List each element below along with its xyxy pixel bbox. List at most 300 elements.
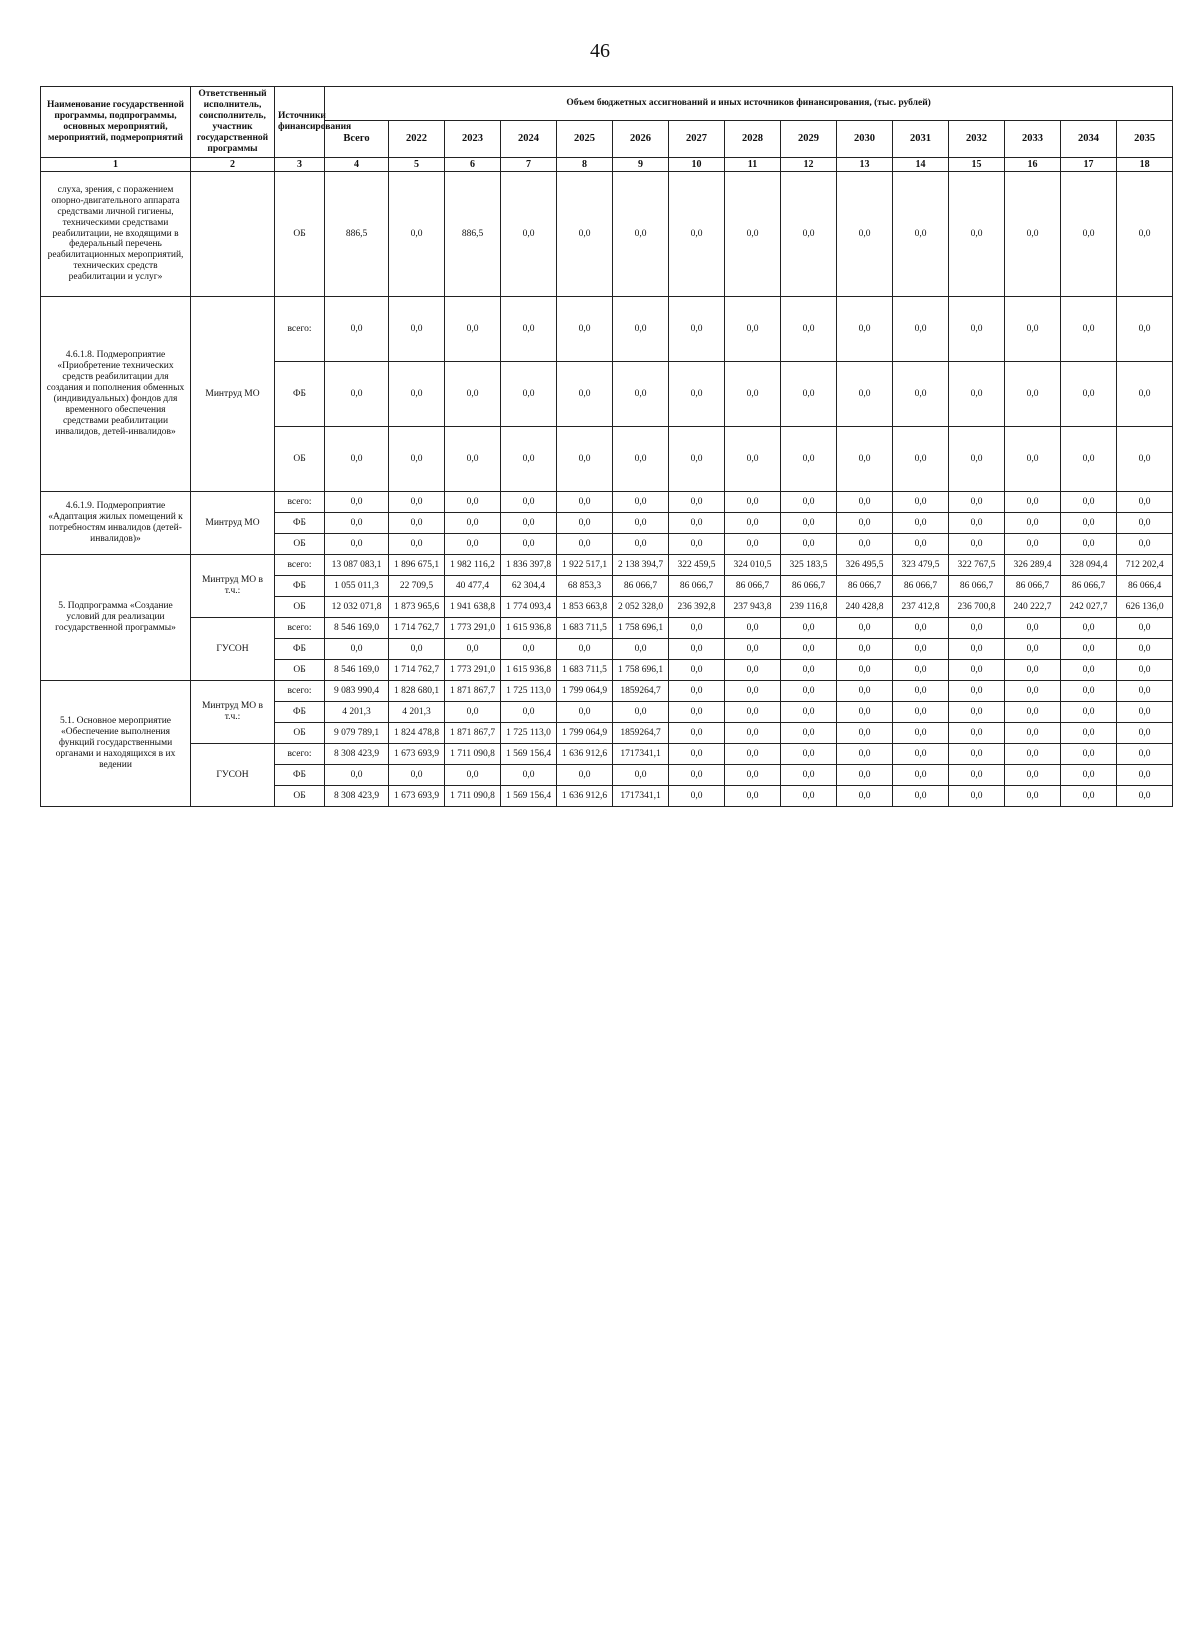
amount-cell: 0,0 xyxy=(1117,744,1173,765)
amount-cell: 0,0 xyxy=(781,681,837,702)
amount-cell: 0,0 xyxy=(949,492,1005,513)
amount-cell: 0,0 xyxy=(669,172,725,297)
amount-cell: 0,0 xyxy=(893,702,949,723)
amount-cell: 0,0 xyxy=(669,744,725,765)
column-number: 14 xyxy=(893,157,949,172)
funding-source: ОБ xyxy=(275,534,325,555)
amount-cell: 9 083 990,4 xyxy=(325,681,389,702)
amount-cell: 0,0 xyxy=(949,681,1005,702)
year-header: 2033 xyxy=(1005,121,1061,158)
amount-cell: 1 615 936,8 xyxy=(501,660,557,681)
amount-cell: 0,0 xyxy=(557,297,613,362)
amount-cell: 0,0 xyxy=(669,427,725,492)
amount-cell: 0,0 xyxy=(557,172,613,297)
amount-cell: 0,0 xyxy=(949,765,1005,786)
amount-cell: 86 066,7 xyxy=(837,576,893,597)
amount-cell: 0,0 xyxy=(837,427,893,492)
amount-cell: 86 066,7 xyxy=(1061,576,1117,597)
responsible-executor: Минтруд МО в т.ч.: xyxy=(191,681,275,744)
amount-cell: 0,0 xyxy=(725,362,781,427)
responsible-executor: Минтруд МО xyxy=(191,492,275,555)
amount-cell: 0,0 xyxy=(725,534,781,555)
amount-cell: 8 546 169,0 xyxy=(325,618,389,639)
amount-cell: 0,0 xyxy=(1061,618,1117,639)
program-name: 5.1. Основное мероприятие «Обеспечение выполнения функций государственными органами и находящихся в их ведении xyxy=(41,681,191,807)
amount-cell: 0,0 xyxy=(1117,786,1173,807)
amount-cell: 0,0 xyxy=(1117,681,1173,702)
amount-cell: 1 673 693,9 xyxy=(389,786,445,807)
amount-cell: 0,0 xyxy=(389,765,445,786)
amount-cell: 0,0 xyxy=(501,639,557,660)
amount-cell: 0,0 xyxy=(1005,427,1061,492)
amount-cell: 0,0 xyxy=(613,639,669,660)
amount-cell: 0,0 xyxy=(893,618,949,639)
amount-cell: 0,0 xyxy=(893,492,949,513)
funding-source: всего: xyxy=(275,555,325,576)
table-row xyxy=(41,681,1173,702)
amount-cell: 0,0 xyxy=(725,723,781,744)
page-number: 46 xyxy=(590,40,610,62)
amount-cell: 1 873 965,6 xyxy=(389,597,445,618)
column-number: 6 xyxy=(445,157,501,172)
amount-cell: 1 711 090,8 xyxy=(445,786,501,807)
amount-cell: 0,0 xyxy=(1061,362,1117,427)
amount-cell: 0,0 xyxy=(445,362,501,427)
amount-cell: 0,0 xyxy=(669,639,725,660)
amount-cell: 0,0 xyxy=(501,765,557,786)
amount-cell: 0,0 xyxy=(725,513,781,534)
amount-cell: 13 087 083,1 xyxy=(325,555,389,576)
amount-cell: 712 202,4 xyxy=(1117,555,1173,576)
amount-cell: 1 569 156,4 xyxy=(501,744,557,765)
amount-cell: 0,0 xyxy=(557,534,613,555)
amount-cell: 0,0 xyxy=(893,362,949,427)
amount-cell: 0,0 xyxy=(557,765,613,786)
amount-cell: 0,0 xyxy=(1117,660,1173,681)
amount-cell: 0,0 xyxy=(669,723,725,744)
amount-cell: 2 138 394,7 xyxy=(613,555,669,576)
amount-cell: 1859264,7 xyxy=(613,681,669,702)
amount-cell: 1 683 711,5 xyxy=(557,660,613,681)
amount-cell: 1 758 696,1 xyxy=(613,618,669,639)
amount-cell: 0,0 xyxy=(1005,492,1061,513)
amount-cell: 1 758 696,1 xyxy=(613,660,669,681)
year-header: 2027 xyxy=(669,121,725,158)
funding-source: всего: xyxy=(275,297,325,362)
responsible-executor: Минтруд МО в т.ч.: xyxy=(191,555,275,618)
funding-source: ОБ xyxy=(275,660,325,681)
amount-cell: 0,0 xyxy=(389,427,445,492)
amount-cell: 1 836 397,8 xyxy=(501,555,557,576)
amount-cell: 1 773 291,0 xyxy=(445,618,501,639)
amount-cell: 0,0 xyxy=(613,534,669,555)
amount-cell: 0,0 xyxy=(893,534,949,555)
amount-cell: 1 055 011,3 xyxy=(325,576,389,597)
header-responsible: Ответственный исполнитель, соисполнитель, участник государственной программы xyxy=(191,87,275,158)
amount-cell: 4 201,3 xyxy=(325,702,389,723)
amount-cell: 0,0 xyxy=(669,786,725,807)
column-number: 4 xyxy=(325,157,389,172)
funding-source: ФБ xyxy=(275,362,325,427)
column-number: 11 xyxy=(725,157,781,172)
funding-source: ОБ xyxy=(275,427,325,492)
funding-source: всего: xyxy=(275,492,325,513)
amount-cell: 0,0 xyxy=(389,172,445,297)
year-header: 2030 xyxy=(837,121,893,158)
amount-cell: 0,0 xyxy=(837,534,893,555)
amount-cell: 0,0 xyxy=(837,618,893,639)
amount-cell: 0,0 xyxy=(725,297,781,362)
amount-cell: 86 066,7 xyxy=(893,576,949,597)
amount-cell: 1 871 867,7 xyxy=(445,681,501,702)
program-name: слуха, зрения, с поражением опорно-двигательного аппарата средствами личной гигиены, техническими средствами реабилитации, не входящими в федеральный перечень реабилитационных мероприятий, технических средств реабилитации и услуг» xyxy=(41,172,191,297)
amount-cell: 1 799 064,9 xyxy=(557,681,613,702)
amount-cell: 1 725 113,0 xyxy=(501,681,557,702)
amount-cell: 0,0 xyxy=(669,534,725,555)
amount-cell: 0,0 xyxy=(893,660,949,681)
amount-cell: 0,0 xyxy=(781,639,837,660)
column-number: 18 xyxy=(1117,157,1173,172)
year-header: 2034 xyxy=(1061,121,1117,158)
amount-cell: 0,0 xyxy=(893,513,949,534)
amount-cell: 0,0 xyxy=(613,513,669,534)
amount-cell: 0,0 xyxy=(1117,534,1173,555)
amount-cell: 0,0 xyxy=(1061,681,1117,702)
amount-cell: 0,0 xyxy=(669,362,725,427)
amount-cell: 0,0 xyxy=(389,639,445,660)
amount-cell: 0,0 xyxy=(1005,362,1061,427)
amount-cell: 0,0 xyxy=(389,297,445,362)
amount-cell: 0,0 xyxy=(781,786,837,807)
amount-cell: 0,0 xyxy=(325,765,389,786)
table-row xyxy=(41,555,1173,576)
amount-cell: 0,0 xyxy=(1117,492,1173,513)
column-number: 17 xyxy=(1061,157,1117,172)
amount-cell: 0,0 xyxy=(781,765,837,786)
amount-cell: 86 066,7 xyxy=(949,576,1005,597)
amount-cell: 239 116,8 xyxy=(781,597,837,618)
year-header: Всего xyxy=(325,121,389,158)
amount-cell: 0,0 xyxy=(837,639,893,660)
amount-cell: 1 714 762,7 xyxy=(389,660,445,681)
amount-cell: 0,0 xyxy=(781,362,837,427)
amount-cell: 0,0 xyxy=(445,639,501,660)
amount-cell: 0,0 xyxy=(557,492,613,513)
column-number: 10 xyxy=(669,157,725,172)
amount-cell: 0,0 xyxy=(445,765,501,786)
financing-table xyxy=(40,86,1173,807)
table-row xyxy=(41,744,1173,765)
amount-cell: 0,0 xyxy=(781,534,837,555)
amount-cell: 0,0 xyxy=(501,427,557,492)
funding-source: ОБ xyxy=(275,172,325,297)
amount-cell: 0,0 xyxy=(1117,639,1173,660)
amount-cell: 0,0 xyxy=(669,618,725,639)
amount-cell: 0,0 xyxy=(325,427,389,492)
amount-cell: 0,0 xyxy=(557,362,613,427)
amount-cell: 0,0 xyxy=(669,765,725,786)
year-header: 2023 xyxy=(445,121,501,158)
amount-cell: 0,0 xyxy=(949,362,1005,427)
amount-cell: 9 079 789,1 xyxy=(325,723,389,744)
amount-cell: 323 479,5 xyxy=(893,555,949,576)
amount-cell: 1 922 517,1 xyxy=(557,555,613,576)
amount-cell: 0,0 xyxy=(893,765,949,786)
amount-cell: 0,0 xyxy=(557,513,613,534)
amount-cell: 0,0 xyxy=(501,492,557,513)
amount-cell: 0,0 xyxy=(613,492,669,513)
funding-source: ОБ xyxy=(275,723,325,744)
column-number: 5 xyxy=(389,157,445,172)
amount-cell: 237 412,8 xyxy=(893,597,949,618)
amount-cell: 0,0 xyxy=(613,362,669,427)
amount-cell: 0,0 xyxy=(1061,534,1117,555)
amount-cell: 86 066,7 xyxy=(613,576,669,597)
amount-cell: 0,0 xyxy=(781,513,837,534)
amount-cell: 0,0 xyxy=(1117,618,1173,639)
amount-cell: 0,0 xyxy=(781,744,837,765)
amount-cell: 326 289,4 xyxy=(1005,555,1061,576)
amount-cell: 0,0 xyxy=(325,297,389,362)
year-header: 2035 xyxy=(1117,121,1173,158)
amount-cell: 0,0 xyxy=(501,297,557,362)
amount-cell: 0,0 xyxy=(1005,172,1061,297)
amount-cell: 0,0 xyxy=(1061,702,1117,723)
amount-cell: 0,0 xyxy=(837,297,893,362)
amount-cell: 0,0 xyxy=(837,660,893,681)
amount-cell: 324 010,5 xyxy=(725,555,781,576)
amount-cell: 0,0 xyxy=(1005,513,1061,534)
amount-cell: 0,0 xyxy=(669,702,725,723)
amount-cell: 0,0 xyxy=(781,660,837,681)
amount-cell: 86 066,7 xyxy=(781,576,837,597)
funding-source: всего: xyxy=(275,744,325,765)
amount-cell: 0,0 xyxy=(1005,297,1061,362)
amount-cell: 0,0 xyxy=(325,639,389,660)
responsible-executor: ГУСОН xyxy=(191,744,275,807)
amount-cell: 0,0 xyxy=(1117,513,1173,534)
amount-cell: 242 027,7 xyxy=(1061,597,1117,618)
amount-cell: 322 459,5 xyxy=(669,555,725,576)
amount-cell: 0,0 xyxy=(1005,534,1061,555)
table-row xyxy=(41,172,1173,297)
amount-cell: 0,0 xyxy=(837,786,893,807)
amount-cell: 236 700,8 xyxy=(949,597,1005,618)
column-number: 9 xyxy=(613,157,669,172)
amount-cell: 0,0 xyxy=(501,172,557,297)
amount-cell: 0,0 xyxy=(557,427,613,492)
amount-cell: 0,0 xyxy=(949,723,1005,744)
amount-cell: 86 066,7 xyxy=(1005,576,1061,597)
amount-cell: 236 392,8 xyxy=(669,597,725,618)
amount-cell: 0,0 xyxy=(837,492,893,513)
amount-cell: 0,0 xyxy=(325,362,389,427)
amount-cell: 0,0 xyxy=(1061,744,1117,765)
amount-cell: 0,0 xyxy=(725,786,781,807)
amount-cell: 1717341,1 xyxy=(613,744,669,765)
amount-cell: 0,0 xyxy=(837,362,893,427)
amount-cell: 0,0 xyxy=(725,702,781,723)
amount-cell: 40 477,4 xyxy=(445,576,501,597)
column-number: 2 xyxy=(191,157,275,172)
amount-cell: 0,0 xyxy=(837,513,893,534)
amount-cell: 68 853,3 xyxy=(557,576,613,597)
amount-cell: 0,0 xyxy=(949,618,1005,639)
column-number: 3 xyxy=(275,157,325,172)
amount-cell: 0,0 xyxy=(781,618,837,639)
funding-source: ФБ xyxy=(275,702,325,723)
column-number: 16 xyxy=(1005,157,1061,172)
amount-cell: 0,0 xyxy=(949,297,1005,362)
amount-cell: 0,0 xyxy=(781,702,837,723)
amount-cell: 0,0 xyxy=(501,534,557,555)
amount-cell: 0,0 xyxy=(1061,765,1117,786)
responsible-executor: Минтруд МО xyxy=(191,297,275,492)
amount-cell: 0,0 xyxy=(781,723,837,744)
year-header: 2026 xyxy=(613,121,669,158)
amount-cell: 0,0 xyxy=(501,513,557,534)
amount-cell: 0,0 xyxy=(949,702,1005,723)
amount-cell: 0,0 xyxy=(325,492,389,513)
amount-cell: 0,0 xyxy=(613,702,669,723)
amount-cell: 0,0 xyxy=(725,618,781,639)
header-volume: Объем бюджетных ассигнований и иных источников финансирования, (тыс. рублей) xyxy=(325,87,1173,121)
amount-cell: 0,0 xyxy=(781,172,837,297)
year-header: 2024 xyxy=(501,121,557,158)
column-number: 1 xyxy=(41,157,191,172)
amount-cell: 0,0 xyxy=(725,639,781,660)
amount-cell: 8 308 423,9 xyxy=(325,786,389,807)
amount-cell: 0,0 xyxy=(1061,660,1117,681)
amount-cell: 1 711 090,8 xyxy=(445,744,501,765)
amount-cell: 0,0 xyxy=(837,744,893,765)
header-name: Наименование государственной программы, подпрограммы, основных мероприятий, мероприятий, подмероприятий xyxy=(41,87,191,158)
column-number: 13 xyxy=(837,157,893,172)
program-name: 4.6.1.9. Подмероприятие «Адаптация жилых помещений к потребностям инвалидов (детей-инвалидов)» xyxy=(41,492,191,555)
column-number: 8 xyxy=(557,157,613,172)
amount-cell: 0,0 xyxy=(1005,744,1061,765)
year-header: 2032 xyxy=(949,121,1005,158)
amount-cell: 0,0 xyxy=(669,660,725,681)
year-header: 2025 xyxy=(557,121,613,158)
funding-source: всего: xyxy=(275,681,325,702)
funding-source: всего: xyxy=(275,618,325,639)
funding-source: ФБ xyxy=(275,513,325,534)
amount-cell: 0,0 xyxy=(389,362,445,427)
amount-cell: 0,0 xyxy=(613,172,669,297)
amount-cell: 1 714 762,7 xyxy=(389,618,445,639)
amount-cell: 0,0 xyxy=(725,492,781,513)
table-row xyxy=(41,492,1173,513)
amount-cell: 1 615 936,8 xyxy=(501,618,557,639)
amount-cell: 0,0 xyxy=(1117,297,1173,362)
amount-cell: 0,0 xyxy=(1061,297,1117,362)
amount-cell: 0,0 xyxy=(725,172,781,297)
amount-cell: 0,0 xyxy=(837,723,893,744)
amount-cell: 1717341,1 xyxy=(613,786,669,807)
amount-cell: 0,0 xyxy=(837,765,893,786)
amount-cell: 0,0 xyxy=(1005,681,1061,702)
amount-cell: 1 824 478,8 xyxy=(389,723,445,744)
column-number: 15 xyxy=(949,157,1005,172)
amount-cell: 22 709,5 xyxy=(389,576,445,597)
amount-cell: 0,0 xyxy=(893,427,949,492)
amount-cell: 0,0 xyxy=(725,681,781,702)
amount-cell: 1 773 291,0 xyxy=(445,660,501,681)
amount-cell: 0,0 xyxy=(1061,786,1117,807)
amount-cell: 0,0 xyxy=(893,681,949,702)
amount-cell: 626 136,0 xyxy=(1117,597,1173,618)
amount-cell: 0,0 xyxy=(949,786,1005,807)
amount-cell: 1 673 693,9 xyxy=(389,744,445,765)
amount-cell: 0,0 xyxy=(837,702,893,723)
amount-cell: 1 569 156,4 xyxy=(501,786,557,807)
amount-cell: 1859264,7 xyxy=(613,723,669,744)
amount-cell: 1 636 912,6 xyxy=(557,744,613,765)
year-header: 2022 xyxy=(389,121,445,158)
amount-cell: 886,5 xyxy=(325,172,389,297)
amount-cell: 0,0 xyxy=(781,297,837,362)
amount-cell: 0,0 xyxy=(893,786,949,807)
funding-source: ФБ xyxy=(275,576,325,597)
amount-cell: 325 183,5 xyxy=(781,555,837,576)
amount-cell: 0,0 xyxy=(949,534,1005,555)
amount-cell: 0,0 xyxy=(1005,702,1061,723)
amount-cell: 0,0 xyxy=(1117,362,1173,427)
amount-cell: 0,0 xyxy=(893,297,949,362)
amount-cell: 8 308 423,9 xyxy=(325,744,389,765)
amount-cell: 0,0 xyxy=(893,172,949,297)
amount-cell: 0,0 xyxy=(781,427,837,492)
amount-cell: 0,0 xyxy=(445,427,501,492)
amount-cell: 328 094,4 xyxy=(1061,555,1117,576)
amount-cell: 0,0 xyxy=(1005,639,1061,660)
amount-cell: 2 052 328,0 xyxy=(613,597,669,618)
table-row xyxy=(41,618,1173,639)
funding-source: ФБ xyxy=(275,765,325,786)
amount-cell: 0,0 xyxy=(1117,765,1173,786)
amount-cell: 0,0 xyxy=(949,513,1005,534)
amount-cell: 0,0 xyxy=(445,513,501,534)
column-number: 12 xyxy=(781,157,837,172)
year-header: 2028 xyxy=(725,121,781,158)
amount-cell: 0,0 xyxy=(893,723,949,744)
amount-cell: 8 546 169,0 xyxy=(325,660,389,681)
amount-cell: 12 032 071,8 xyxy=(325,597,389,618)
amount-cell: 0,0 xyxy=(325,513,389,534)
amount-cell: 4 201,3 xyxy=(389,702,445,723)
amount-cell: 0,0 xyxy=(1117,172,1173,297)
amount-cell: 240 222,7 xyxy=(1005,597,1061,618)
amount-cell: 322 767,5 xyxy=(949,555,1005,576)
amount-cell: 0,0 xyxy=(1061,639,1117,660)
amount-cell: 0,0 xyxy=(389,534,445,555)
responsible-executor: ГУСОН xyxy=(191,618,275,681)
responsible-executor xyxy=(191,172,275,297)
header-source: Источники финансирования xyxy=(275,87,325,158)
amount-cell: 0,0 xyxy=(557,639,613,660)
amount-cell: 0,0 xyxy=(893,639,949,660)
program-name: 4.6.1.8. Подмероприятие «Приобретение технических средств реабилитации для создания и пополнения обменных (индивидуальных) фондов для временного обеспечения средствами реабилитации инвалидов, детей-инвалидов» xyxy=(41,297,191,492)
amount-cell: 0,0 xyxy=(1061,172,1117,297)
column-number: 7 xyxy=(501,157,557,172)
amount-cell: 0,0 xyxy=(949,172,1005,297)
amount-cell: 0,0 xyxy=(669,513,725,534)
amount-cell: 0,0 xyxy=(725,660,781,681)
amount-cell: 1 725 113,0 xyxy=(501,723,557,744)
amount-cell: 1 982 116,2 xyxy=(445,555,501,576)
amount-cell: 0,0 xyxy=(445,492,501,513)
